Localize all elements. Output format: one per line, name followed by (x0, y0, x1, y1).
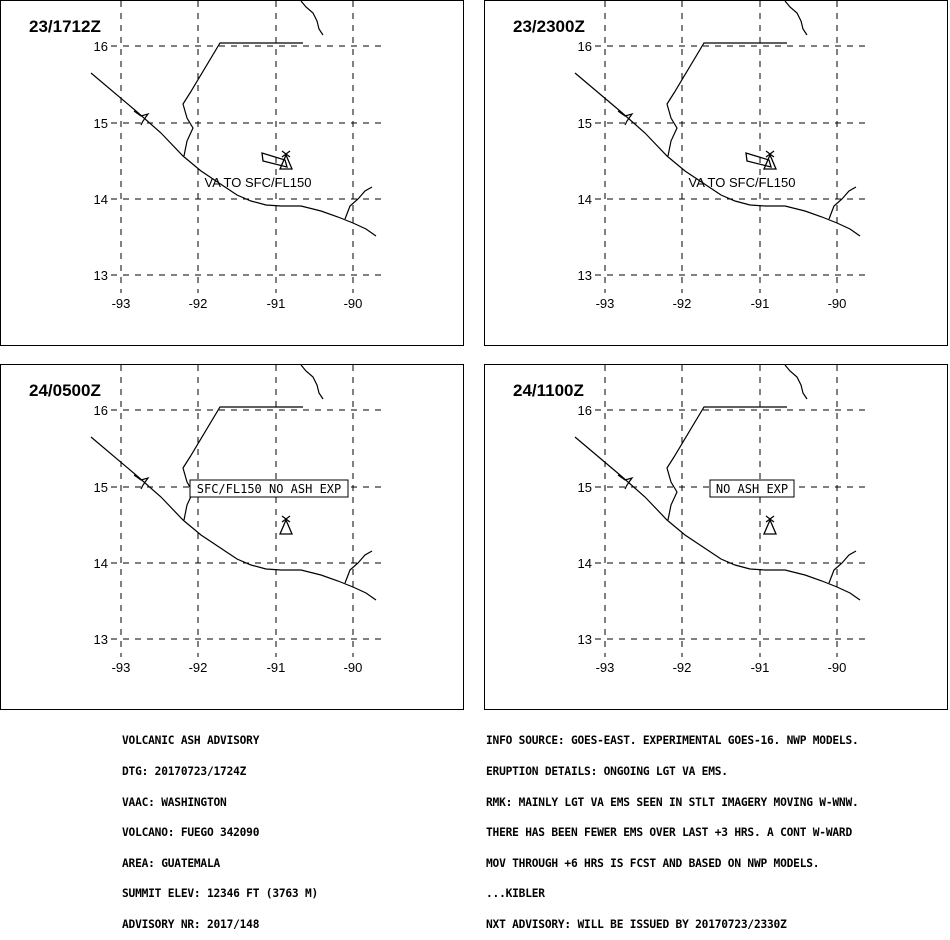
latitude-label: 15 (93, 116, 108, 131)
advisory-line: AREA: GUATEMALA (122, 856, 221, 870)
longitude-label: -91 (750, 660, 770, 675)
ash-height-annotation: VA TO SFC/FL150 (204, 175, 312, 190)
longitude-label: -93 (111, 660, 131, 675)
country-border (829, 187, 856, 219)
longitude-label: -90 (827, 660, 847, 675)
longitude-label: -93 (111, 296, 131, 311)
coastline (91, 437, 376, 600)
coastline (575, 437, 860, 600)
country-border (301, 1, 323, 35)
advisory-left-block (122, 716, 318, 940)
latitude-label: 15 (93, 480, 108, 495)
latitude-label: 13 (93, 632, 108, 647)
panel-time-label: 24/0500Z (29, 381, 101, 400)
latitude-label: 15 (577, 116, 592, 131)
advisory-line: NXT ADVISORY: WILL BE ISSUED BY 20170723/2330Z (486, 917, 787, 931)
forecast-panel-4 (484, 364, 948, 710)
advisory-line: VOLCANO: FUEGO 342090 (122, 826, 260, 840)
forecast-panel-3 (0, 364, 464, 710)
advisory-line: DTG: 20170723/1724Z (122, 765, 247, 778)
country-border (667, 407, 787, 520)
country-border (301, 365, 323, 399)
advisory-line: THERE HAS BEEN FEWER EMS OVER LAST +3 HRS. A CONT W-WARD (486, 826, 852, 840)
ash-cloud-polygon (746, 153, 771, 167)
advisory-line: MOV THROUGH +6 HRS IS FCST AND BASED ON NWP MODELS. (486, 856, 820, 870)
advisory-right-block (486, 716, 859, 940)
advisory-line: VOLCANIC ASH ADVISORY (122, 734, 260, 748)
country-border (345, 187, 372, 219)
country-border (183, 43, 303, 156)
ash-cloud-polygon (262, 153, 287, 167)
latitude-label: 14 (93, 556, 108, 571)
advisory-line: VAAC: WASHINGTON (122, 795, 227, 809)
latitude-label: 14 (577, 556, 592, 571)
latitude-label: 16 (577, 403, 592, 418)
country-border (667, 43, 787, 156)
advisory-line: ...KIBLER (486, 887, 545, 901)
country-border (345, 551, 372, 583)
coastline (91, 73, 376, 236)
latitude-label: 15 (577, 480, 592, 495)
map-canvas (1, 365, 465, 711)
longitude-label: -93 (595, 296, 615, 311)
panel-time-label: 23/2300Z (513, 17, 585, 36)
panel-time-label: 23/1712Z (29, 17, 101, 36)
longitude-label: -92 (672, 296, 692, 311)
longitude-label: -90 (343, 296, 363, 311)
latitude-label: 14 (93, 192, 108, 207)
advisory-line: ERUPTION DETAILS: ONGOING LGT VA EMS. (486, 765, 728, 778)
coastline (575, 73, 860, 236)
latitude-label: 16 (93, 39, 108, 54)
latitude-label: 13 (577, 632, 592, 647)
advisory-line: ADVISORY NR: 2017/148 (122, 917, 260, 931)
country-border (785, 365, 807, 399)
latitude-label: 16 (93, 403, 108, 418)
panel-time-label: 24/1100Z (513, 381, 584, 400)
longitude-label: -90 (827, 296, 847, 311)
latitude-label: 13 (93, 268, 108, 283)
forecast-note-text: NO ASH EXP (715, 482, 789, 496)
latitude-label: 14 (577, 192, 592, 207)
forecast-panel-1 (0, 0, 464, 346)
map-canvas (1, 1, 465, 347)
forecast-note-text: SFC/FL150 NO ASH EXP (196, 482, 342, 496)
longitude-label: -92 (188, 660, 208, 675)
longitude-label: -91 (750, 296, 770, 311)
longitude-label: -91 (266, 296, 286, 311)
longitude-label: -93 (595, 660, 615, 675)
country-border (183, 407, 303, 520)
longitude-label: -90 (343, 660, 363, 675)
country-border (785, 1, 807, 35)
advisory-line: RMK: MAINLY LGT VA EMS SEEN IN STLT IMAGERY MOVING W-WNW. (486, 795, 859, 809)
volcano-triangle-icon (280, 520, 292, 534)
advisory-line: INFO SOURCE: GOES-EAST. EXPERIMENTAL GOES-16. NWP MODELS. (486, 734, 859, 748)
latitude-label: 13 (577, 268, 592, 283)
volcano-triangle-icon (764, 520, 776, 534)
map-canvas (485, 365, 949, 711)
longitude-label: -92 (672, 660, 692, 675)
advisory-line: SUMMIT ELEV: 12346 FT (3763 M) (122, 887, 319, 901)
latitude-label: 16 (577, 39, 592, 54)
map-canvas (485, 1, 949, 347)
longitude-label: -91 (266, 660, 286, 675)
ash-height-annotation: VA TO SFC/FL150 (688, 175, 796, 190)
longitude-label: -92 (188, 296, 208, 311)
forecast-panel-2 (484, 0, 948, 346)
country-border (829, 551, 856, 583)
